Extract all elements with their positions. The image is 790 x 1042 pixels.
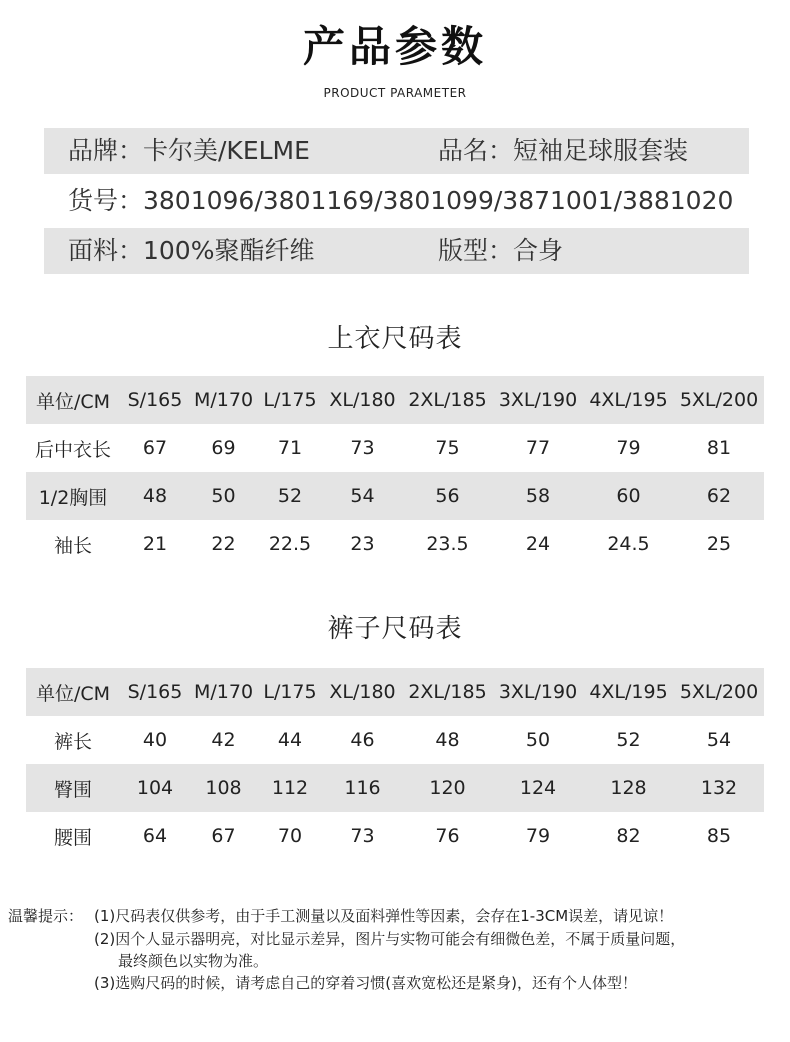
table-cell: 112 bbox=[257, 764, 323, 812]
table-cell: 48 bbox=[435, 729, 460, 751]
table-cell: 75 bbox=[435, 437, 460, 459]
table-cell: 54 bbox=[706, 729, 732, 751]
header-cell: S/165 bbox=[120, 668, 190, 716]
table-cell: 76 bbox=[435, 825, 460, 847]
header-cell: 5XL/200 bbox=[674, 376, 764, 424]
pants-size-table bbox=[26, 668, 764, 860]
table-cell: 54 bbox=[323, 472, 402, 520]
table-cell: 40 bbox=[142, 729, 168, 751]
header-cell: 单位/CM bbox=[26, 376, 120, 424]
row-label: 腰围 bbox=[53, 826, 92, 849]
table-cell: 22.5 bbox=[268, 533, 312, 555]
table-row bbox=[26, 472, 764, 520]
header-cell: 4XL/195 bbox=[583, 668, 674, 716]
param-fabric: 面料：100%聚酯纤维 bbox=[68, 236, 315, 265]
table-cell: 56 bbox=[402, 472, 493, 520]
table-cell: 48 bbox=[120, 472, 190, 520]
header-cell: 2XL/185 bbox=[402, 376, 493, 424]
header-cell: L/175 bbox=[257, 668, 323, 716]
table-cell: 23.5 bbox=[426, 533, 469, 555]
page-title: 产品参数 bbox=[302, 22, 487, 71]
table-cell: 67 bbox=[142, 437, 168, 459]
table-cell: 116 bbox=[323, 764, 402, 812]
table-cell: 44 bbox=[277, 729, 303, 751]
table-cell: 62 bbox=[674, 472, 764, 520]
notes-label: 温馨提示： bbox=[8, 907, 84, 925]
param-row-item-no bbox=[44, 178, 749, 224]
row-label: 裤长 bbox=[53, 730, 92, 753]
table-cell: 50 bbox=[190, 472, 257, 520]
table-row bbox=[26, 716, 764, 764]
table-cell: 81 bbox=[706, 437, 732, 459]
table-cell: 73 bbox=[350, 825, 375, 847]
table-cell: 21 bbox=[142, 533, 168, 555]
top-size-table bbox=[26, 376, 764, 568]
table-cell: 24.5 bbox=[607, 533, 650, 555]
param-fit: 版型：合身 bbox=[438, 236, 564, 265]
table-cell: 73 bbox=[350, 437, 375, 459]
table-cell: 24 bbox=[525, 533, 551, 555]
param-product-name: 品名：短袖足球服套装 bbox=[438, 136, 689, 165]
table-cell: 69 bbox=[211, 437, 236, 459]
note-2: (2)因个人显示器明亮，对比显示差异，图片与实物可能会有细微色差，不属于质量问题， bbox=[94, 930, 686, 948]
param-row-fabric bbox=[44, 228, 749, 274]
header-cell: 3XL/190 bbox=[493, 668, 583, 716]
table-cell: 104 bbox=[120, 764, 190, 812]
table-cell: 46 bbox=[350, 729, 375, 751]
header-cell: 2XL/185 bbox=[402, 668, 493, 716]
header-cell: 5XL/200 bbox=[674, 668, 764, 716]
table-cell: 124 bbox=[493, 764, 583, 812]
table-header-row bbox=[26, 668, 764, 716]
table-cell: 50 bbox=[525, 729, 551, 751]
table-cell: 23 bbox=[350, 533, 375, 555]
table-cell: 67 bbox=[211, 825, 236, 847]
table-cell: 82 bbox=[616, 825, 641, 847]
param-brand: 品牌：卡尔美/KELME bbox=[68, 136, 310, 165]
row-label: 后中衣长 bbox=[34, 438, 111, 461]
table-row bbox=[26, 812, 764, 860]
note-2-continued: 最终颜色以实物为准。 bbox=[118, 952, 269, 970]
note-3: (3)选购尺码的时候，请考虑自己的穿着习惯(喜欢宽松还是紧身)，还有个人体型！ bbox=[94, 974, 637, 992]
header-cell: 4XL/195 bbox=[583, 376, 674, 424]
table-row bbox=[26, 520, 764, 568]
table-cell: 52 bbox=[257, 472, 323, 520]
table-cell: 64 bbox=[142, 825, 168, 847]
header-cell: L/175 bbox=[257, 376, 323, 424]
table-row bbox=[26, 764, 764, 812]
table-cell: 108 bbox=[190, 764, 257, 812]
row-label: 1/2胸围 bbox=[26, 472, 120, 520]
header-cell: XL/180 bbox=[323, 668, 402, 716]
note-1: (1)尺码表仅供参考，由于手工测量以及面料弹性等因素，会存在1-3CM误差，请见谅！ bbox=[94, 907, 674, 925]
table-cell: 60 bbox=[583, 472, 674, 520]
header-cell: XL/180 bbox=[323, 376, 402, 424]
table-cell: 58 bbox=[493, 472, 583, 520]
table-cell: 85 bbox=[706, 825, 732, 847]
param-item-no: 货号：3801096/3801169/3801099/3871001/3881020 bbox=[68, 186, 734, 215]
table-cell: 79 bbox=[616, 437, 641, 459]
table-cell: 77 bbox=[525, 437, 551, 459]
table-cell: 42 bbox=[211, 729, 236, 751]
table-header-row bbox=[26, 376, 764, 424]
table-cell: 25 bbox=[706, 533, 732, 555]
header-cell: 单位/CM bbox=[26, 668, 120, 716]
table-cell: 71 bbox=[277, 437, 303, 459]
header-cell: M/170 bbox=[190, 376, 257, 424]
table-cell: 52 bbox=[616, 729, 641, 751]
table-cell: 120 bbox=[402, 764, 493, 812]
table-cell: 132 bbox=[674, 764, 764, 812]
table-row bbox=[26, 424, 764, 472]
row-label: 臀围 bbox=[26, 764, 120, 812]
top-size-table-title: 上衣尺码表 bbox=[327, 324, 463, 354]
header-cell: 3XL/190 bbox=[493, 376, 583, 424]
page-subtitle: PRODUCT PARAMETER bbox=[323, 86, 467, 100]
header-cell: S/165 bbox=[120, 376, 190, 424]
table-cell: 79 bbox=[525, 825, 551, 847]
row-label: 袖长 bbox=[53, 534, 92, 557]
table-cell: 128 bbox=[583, 764, 674, 812]
param-row-brand bbox=[44, 128, 749, 174]
header-cell: M/170 bbox=[190, 668, 257, 716]
table-cell: 70 bbox=[277, 825, 303, 847]
table-cell: 22 bbox=[211, 533, 236, 555]
pants-size-table-title: 裤子尺码表 bbox=[327, 614, 463, 644]
